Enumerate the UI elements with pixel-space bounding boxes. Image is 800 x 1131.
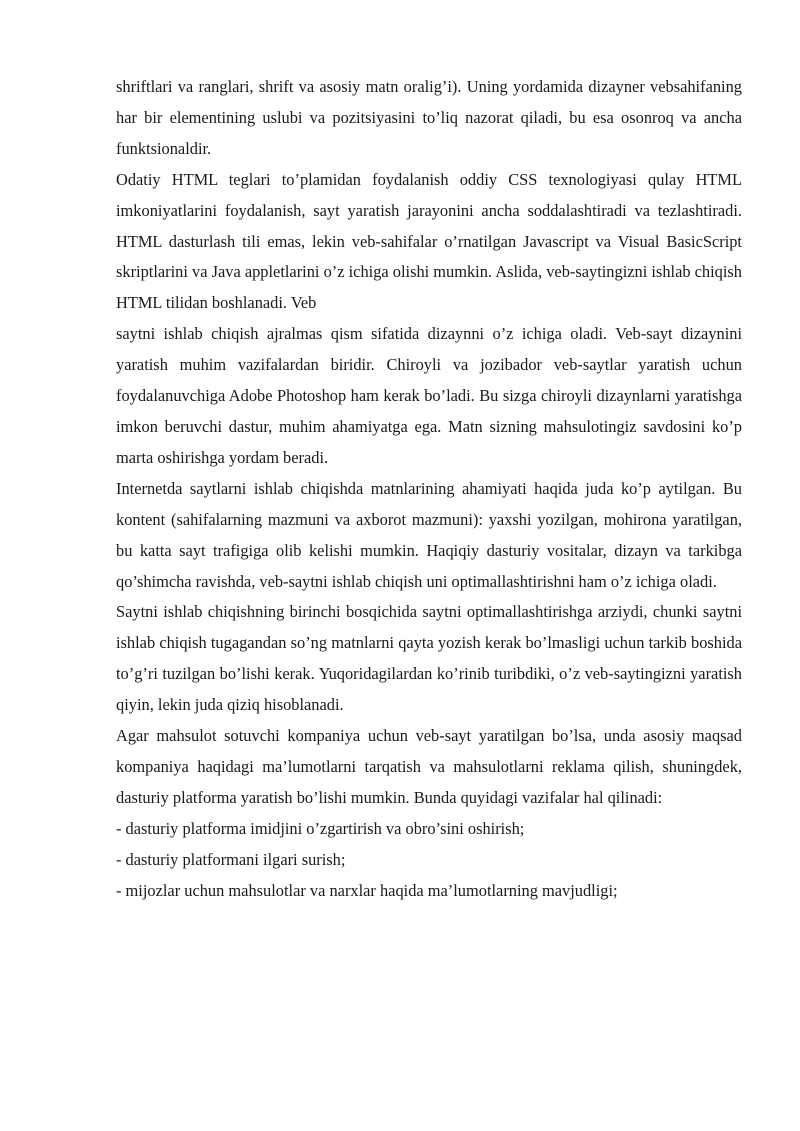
paragraph: Agar mahsulot sotuvchi kompaniya uchun veb-sayt yaratilgan bo’lsa, unda asosiy maqsad kompaniya haqidagi ma’lumotlarni tarqatish va mahsulotlarni reklama qilish, shuningdek, dasturiy platforma yaratish bo’lishi mumkin. Bunda quyidagi vazifalar hal qilinadi: bbox=[116, 726, 742, 807]
paragraph: Saytni ishlab chiqishning birinchi bosqichida saytni optimallashtirishga arziydi, chunki saytni ishlab chiqish tugagandan so’ng matnlarni qayta yozish kerak bo’lmasligi uchun tarkib boshida to’g’ri tuzilgan bo’lishi kerak. Yuqoridagilardan ko’rinib turibdiki, o’z veb-saytingizni yaratish qiyin, lekin juda qiziq hisoblanadi. bbox=[116, 602, 742, 715]
paragraph: Odatiy HTML teglari to’plamidan foydalanish oddiy CSS texnologiyasi qulay HTML imkoniyatlarini foydalanish, sayt yaratish jarayonini ancha soddalashtiradi va tezlashtiradi. HTML dasturlash tili emas, lekin veb-sahifalar o’rnatilgan Javascript va Visual BasicScript skriptlarini va Java appletlarini o’z ichiga olishi mumkin. Aslida, veb-saytingizni ishlab chiqish HTML tilidan boshlanadi. Veb bbox=[116, 169, 742, 313]
list-item: - dasturiy platformani ilgari surish; bbox=[116, 849, 346, 869]
document-page bbox=[116, 72, 742, 906]
paragraph: Internetda saytlarni ishlab chiqishda matnlarining ahamiyati haqida juda ko’p aytilgan. Bu kontent (sahifalarning mazmuni va axborot mazmuni): yaxshi yozilgan, mohirona yaratilgan, bu katta sayt trafigiga olib kelishi mumkin. Haqiqiy dasturiy vositalar, dizayn va tarkibga qo’shimcha ravishda, veb-saytni ishlab chiqish uni optimallashtirishni ham o’z ichiga oladi. bbox=[116, 478, 742, 591]
list-item: - dasturiy platforma imidjini o’zgartirish va obro’sini oshirish; bbox=[116, 818, 525, 838]
list-item: - mijozlar uchun mahsulotlar va narxlar haqida ma’lumotlarning mavjudligi; bbox=[116, 880, 618, 900]
paragraph: shriftlari va ranglari, shrift va asosiy matn oralig’i). Uning yordamida dizayner vebsahifaning har bir elementining uslubi va pozitsiyasini to’liq nazorat qiladi, bu esa osonroq va ancha funktsionaldir. bbox=[116, 77, 742, 158]
task-list bbox=[116, 814, 742, 907]
paragraph: saytni ishlab chiqish ajralmas qism sifatida dizaynni o’z ichiga oladi. Veb-sayt dizaynini yaratish muhim vazifalardan biridir. Chiroyli va jozibador veb-saytlar yaratish uchun foydalanuvchiga Adobe Photoshop ham kerak bo’ladi. Bu sizga chiroyli dizaynlarni yaratishga imkon beruvchi dastur, muhim ahamiyatga ega. Matn sizning mahsulotingiz savdosini ko’p marta oshirishga yordam beradi. bbox=[116, 324, 742, 467]
